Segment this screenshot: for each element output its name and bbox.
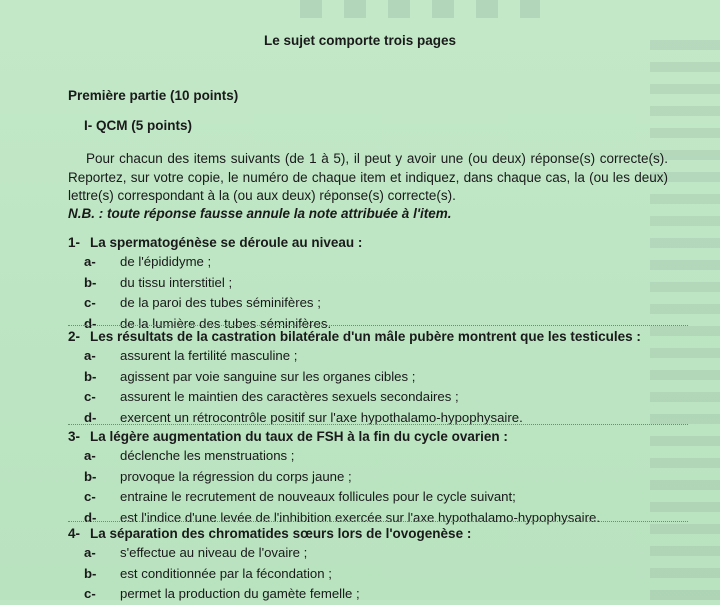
option-b	[84, 273, 688, 294]
option-text: de la lumière des tubes séminifères.	[120, 315, 332, 331]
option-letter: a-	[84, 448, 96, 463]
question-divider	[68, 424, 688, 425]
option-a	[84, 252, 688, 273]
option-text: de l'épididyme ;	[120, 254, 212, 269]
option-letter: a-	[84, 348, 96, 363]
part-title: Première partie (10 points)	[68, 88, 239, 103]
question-number: 4-	[68, 526, 81, 541]
option-text: de la paroi des tubes séminifères ;	[120, 295, 321, 310]
option-letter: d-	[84, 315, 97, 331]
option-letter: c-	[84, 295, 96, 310]
option-c	[84, 387, 688, 408]
question-2	[68, 328, 688, 428]
option-text: est l'indice d'une levée de l'inhibition exercée sur l'axe hypothalamo-hypophysaire.	[120, 509, 600, 525]
option-text: permet la production du gamète femelle ;	[120, 586, 360, 601]
option-b	[84, 564, 688, 585]
option-a	[84, 346, 688, 367]
option-letter: b-	[84, 468, 97, 484]
option-b	[84, 467, 688, 488]
option-text: du tissu interstitiel ;	[120, 274, 233, 290]
option-text: assurent le maintien des caractères sexuels secondaires ;	[120, 389, 459, 404]
option-a	[84, 446, 688, 467]
question-4	[68, 525, 688, 605]
option-text: entraine le recrutement de nouveaux follicules pour le cycle suivant;	[120, 489, 516, 504]
option-letter: d-	[84, 509, 97, 525]
question-text: La spermatogénèse se déroule au niveau :	[90, 235, 363, 250]
question-stem	[68, 525, 688, 543]
question-stem	[68, 428, 688, 446]
option-letter: d-	[84, 409, 97, 425]
option-letter: c-	[84, 389, 96, 404]
question-text: La légère augmentation du taux de FSH à la fin du cycle ovarien :	[90, 429, 508, 444]
question-text: Les résultats de la castration bilatérale d'un mâle pubère montrent que les testicules :	[90, 329, 641, 344]
question-number: 3-	[68, 429, 81, 444]
question-stem	[68, 328, 688, 346]
option-c	[84, 293, 688, 314]
option-text: s'effectue au niveau de l'ovaire ;	[120, 545, 308, 560]
option-letter: b-	[84, 565, 97, 581]
question-number: 2-	[68, 329, 81, 344]
question-3	[68, 428, 688, 528]
instructions-paragraph	[68, 150, 668, 206]
option-text: agissent par voie sanguine sur les organes cibles ;	[120, 368, 416, 384]
option-text: provoque la régression du corps jaune ;	[120, 468, 352, 484]
section-title: I- QCM (5 points)	[84, 118, 192, 133]
question-number: 1-	[68, 235, 81, 250]
question-1	[68, 234, 688, 334]
option-text: assurent la fertilité masculine ;	[120, 348, 298, 363]
option-letter: b-	[84, 274, 97, 290]
option-text: est conditionnée par la fécondation ;	[120, 565, 332, 581]
option-letter: a-	[84, 254, 96, 269]
show-through-texture	[300, 0, 540, 18]
option-letter: c-	[84, 489, 96, 504]
option-c	[84, 584, 688, 605]
option-letter: a-	[84, 545, 96, 560]
option-text: exercent un rétrocontrôle positif sur l'axe hypothalamo-hypophysaire.	[120, 409, 523, 425]
page-header: Le sujet comporte trois pages	[263, 33, 457, 48]
option-b	[84, 367, 688, 388]
option-text: déclenche les menstruations ;	[120, 448, 295, 463]
option-letter: c-	[84, 586, 96, 601]
question-divider	[68, 521, 688, 522]
option-letter: b-	[84, 368, 97, 384]
option-c	[84, 487, 688, 508]
nb-note: N.B. : toute réponse fausse annule la note attribuée à l'item.	[68, 206, 452, 221]
option-a	[84, 543, 688, 564]
question-text: La séparation des chromatides sœurs lors de l'ovogenèse :	[90, 526, 472, 541]
question-stem	[68, 234, 688, 252]
instructions-text: Pour chacun des items suivants (de 1 à 5), il peut y avoir une (ou deux) réponse(s) correcte(s). Reportez, sur votre copie, le numéro de chaque item et indiquez, dans chaque cas, la (ou les deux) lettre(s) correspondant à la (ou aux deux) réponse(s) correcte(s).	[68, 151, 668, 203]
question-divider	[68, 325, 688, 326]
